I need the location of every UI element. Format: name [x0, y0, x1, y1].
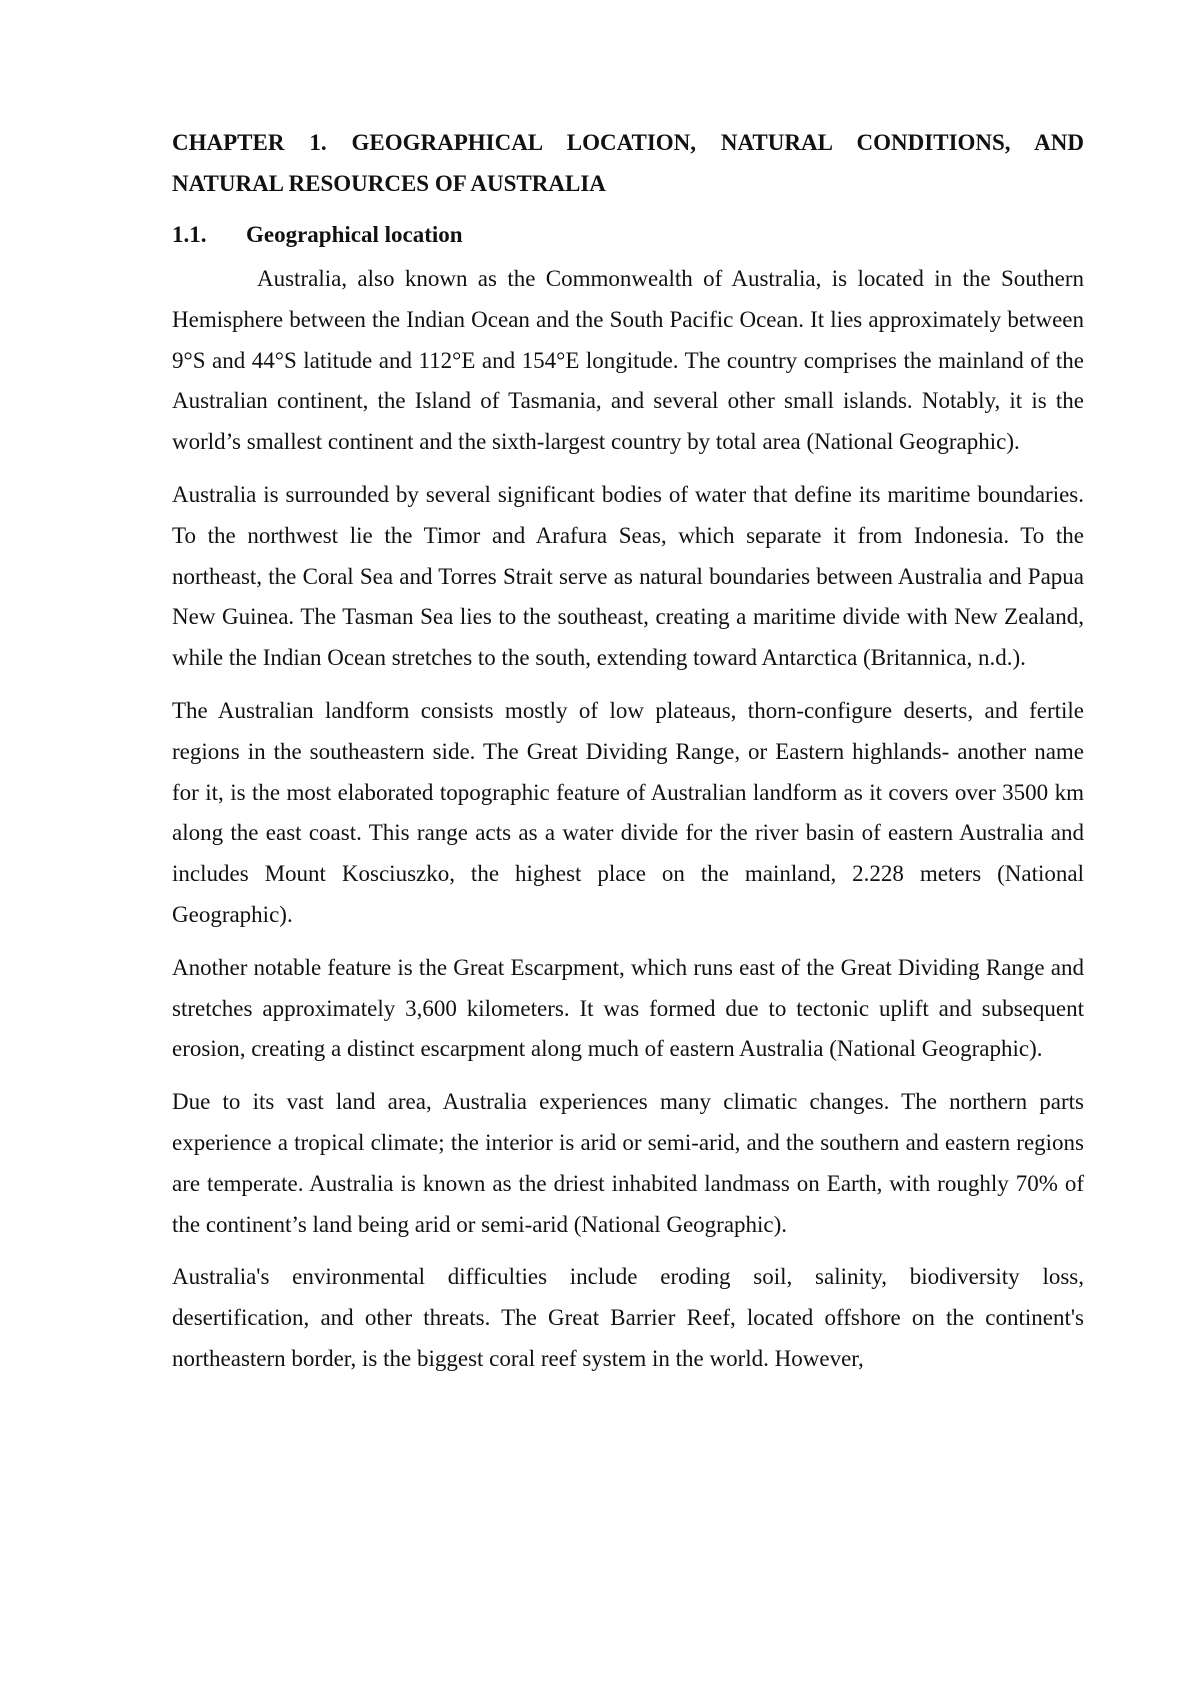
- section-number: 1.1.: [172, 222, 207, 247]
- chapter-title: CHAPTER 1. GEOGRAPHICAL LOCATION, NATURAL CONDITIONS, AND NATURAL RESOURCES OF AUSTRALIA: [172, 130, 1084, 196]
- paragraph-landform: The Australian landform consists mostly of low plateaus, thorn-configure deserts, and fertile regions in the southeastern side. The Great Dividing Range, or Eastern highlands- another name for it, is the most elaborated topographic feature of Australian landform as it covers over 3500 km along the east coast. This range acts as a water divide for the river basin of eastern Australia and includes Mount Kosciuszko, the highest place on the mainland, 2.228 meters (National Geographic).: [172, 697, 1084, 927]
- paragraph-climate: Due to its vast land area, Australia experiences many climatic changes. The northern parts experience a tropical climate; the interior is arid or semi-arid, and the southern and eastern regions are temperate. Australia is known as the driest inhabited landmass on Earth, with roughly 70% of the continent’s land being arid or semi-arid (National Geographic).: [172, 1089, 1084, 1237]
- paragraph-location: Australia, also known as the Commonwealth of Australia, is located in the Southern Hemisphere between the Indian Ocean and the South Pacific Ocean. It lies approximately between 9°S and 44°S latitude and 112°E and 154°E longitude. The country comprises the mainland of the Australian continent, the Island of Tasmania, and several other small islands. Notably, it is the world’s smallest continent and the sixth-largest country by total area (National Geographic).: [172, 266, 1084, 455]
- page-content: [172, 122, 1084, 1392]
- section-heading: [172, 214, 1084, 255]
- paragraph-escarpment: Another notable feature is the Great Escarpment, which runs east of the Great Dividing Range and stretches approximately 3,600 kilometers. It was formed due to tectonic uplift and subsequent erosion, creating a distinct escarpment along much of eastern Australia (National Geographic).: [172, 954, 1084, 1062]
- section-title: Geographical location: [246, 222, 463, 247]
- paragraph-environment: Australia's environmental difficulties include eroding soil, salinity, biodiversity loss, desertification, and other threats. The Great Barrier Reef, located offshore on the continent's northeastern border, is the biggest coral reef system in the world. However,: [172, 1264, 1084, 1371]
- paragraph-water-bodies: Australia is surrounded by several significant bodies of water that define its maritime boundaries. To the northwest lie the Timor and Arafura Seas, which separate it from Indonesia. To the northeast, the Coral Sea and Torres Strait serve as natural boundaries between Australia and Papua New Guinea. The Tasman Sea lies to the southeast, creating a maritime divide with New Zealand, while the Indian Ocean stretches to the south, extending toward Antarctica (Britannica, n.d.).: [172, 481, 1084, 671]
